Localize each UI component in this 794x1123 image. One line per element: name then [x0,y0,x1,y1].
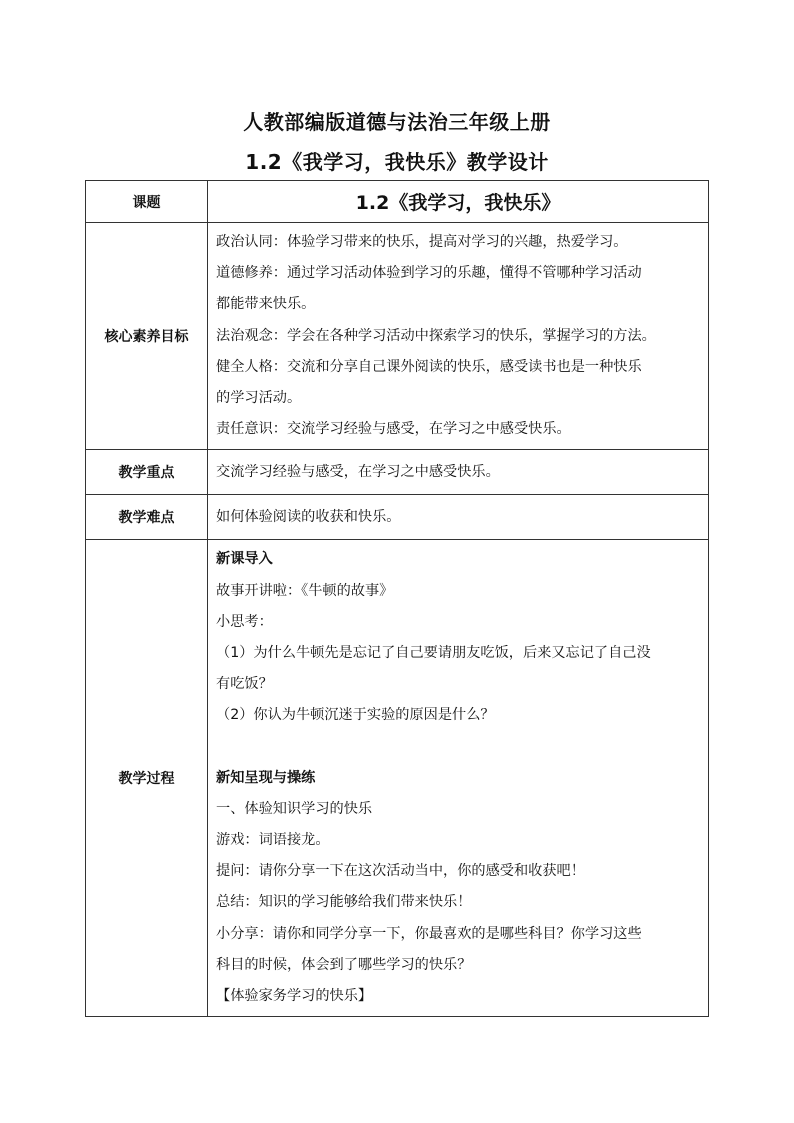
process-line: 总结：知识的学习能够给我们带来快乐！ [216,894,472,911]
label-difficulty: 教学难点 [86,495,208,540]
label-topic: 课题 [86,181,208,223]
document-subtitle: 1.2《我学习，我快乐》教学设计 [245,150,549,174]
goal-line: 健全人格：交流和分享自己课外阅读的快乐，感受读书也是一种快乐 [216,358,642,375]
key-points-text: 交流学习经验与感受，在学习之中感受快乐。 [216,463,500,480]
topic-value: 1.2《我学习，我快乐》 [208,181,709,223]
blank-line [216,732,701,763]
section-heading-new-knowledge: 新知呈现与操练 [216,769,316,786]
process-line: 故事开讲啦：《牛顿的故事》 [216,582,394,599]
goals-cell [208,223,709,450]
process-line: （2）你认为牛顿沉迷于实验的原因是什么？ [216,707,495,724]
goal-line: 都能带来快乐。 [216,296,316,313]
goal-line: 政治认同：体验学习带来的快乐，提高对学习的兴趣，热爱学习。 [216,234,628,250]
goal-line: 责任意识：交流学习经验与感受，在学习之中感受快乐。 [216,421,571,438]
process-line: 一、体验知识学习的快乐 [216,800,373,817]
document-title: 人教部编版道德与法治三年级上册 [243,110,551,134]
key-points-cell [208,450,709,495]
label-key-points: 教学重点 [86,450,208,495]
process-line: 游戏：词语接龙。 [216,832,330,849]
goal-line: 的学习活动。 [216,390,302,407]
process-line: 小思考： [216,613,273,630]
difficulty-text: 如何体验阅读的收获和快乐。 [216,508,401,525]
table-row-key-points [86,450,709,495]
table-row-difficulty [86,495,709,540]
goal-line: 道德修养：通过学习活动体验到学习的乐趣，懂得不管哪种学习活动 [216,265,642,282]
label-goals: 核心素养目标 [86,223,208,450]
table-row-goals [86,223,709,450]
table-row-process [86,540,709,1017]
process-line: 提问：请你分享一下在这次活动当中，你的感受和收获吧！ [216,863,585,880]
process-cell [208,540,709,1017]
process-line: 科目的时候，体会到了哪些学习的快乐？ [216,956,472,973]
process-line: 【体验家务学习的快乐】 [216,988,373,1005]
table-row-topic [86,181,709,223]
section-heading-intro: 新课导入 [216,551,273,568]
difficulty-cell [208,495,709,540]
goal-line: 法治观念：学会在各种学习活动中探索学习的快乐，掌握学习的方法。 [216,327,656,344]
process-line: 有吃饭？ [216,676,273,693]
label-process: 教学过程 [86,540,208,1017]
process-line: 小分享：请你和同学分享一下，你最喜欢的是哪些科目？你学习这些 [216,925,642,942]
process-line: （1）为什么牛顿先是忘记了自己要请朋友吃饭，后来又忘记了自己没 [216,645,651,662]
lesson-plan-table [85,180,709,1017]
